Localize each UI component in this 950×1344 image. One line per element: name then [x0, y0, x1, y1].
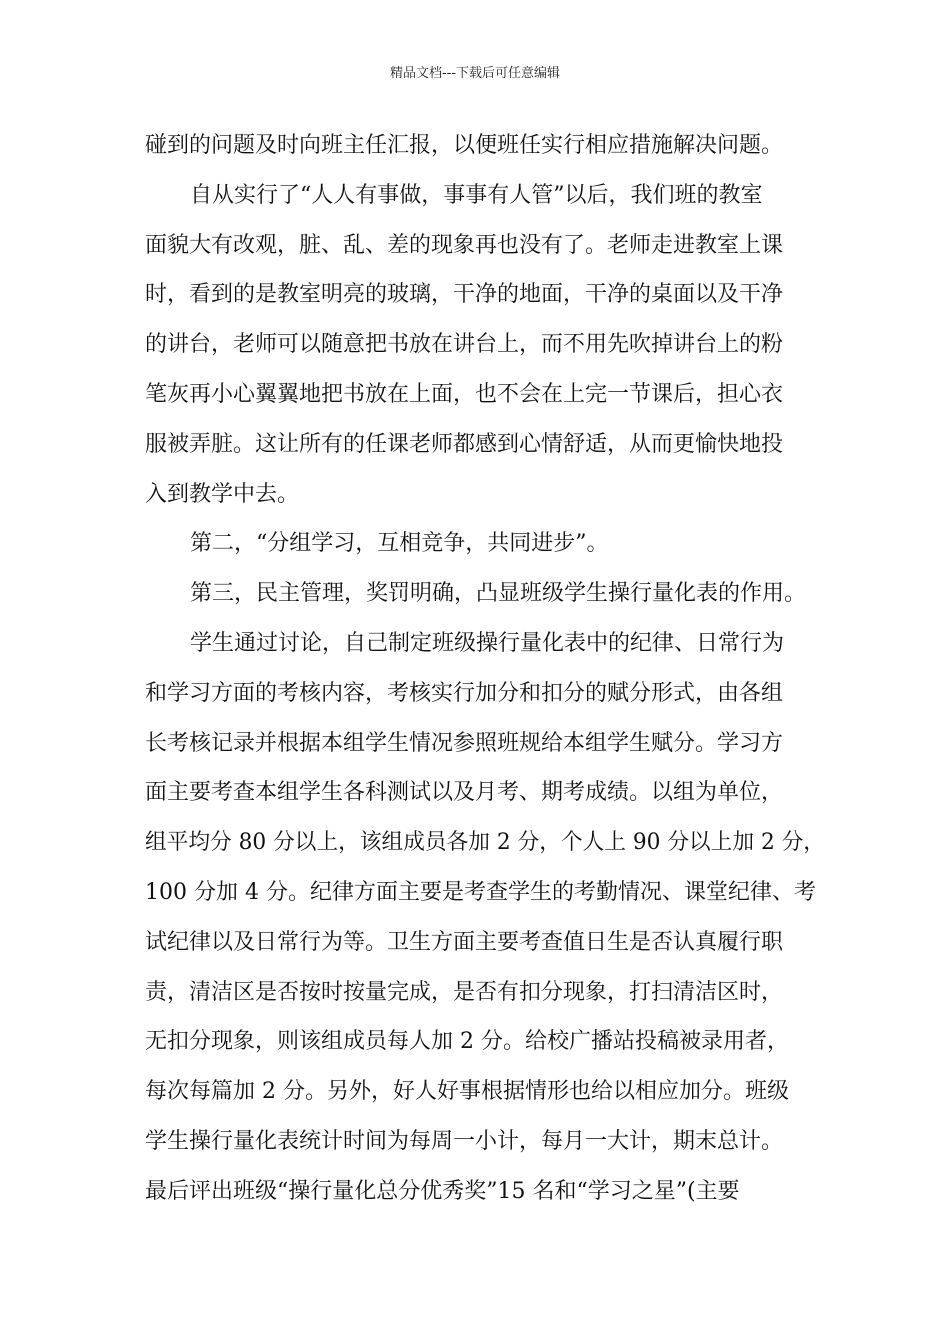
paragraph-first-line: 第二，“分组学习，互相竞争，共同进步”。: [190, 531, 609, 557]
document-body: [145, 128, 825, 1224]
text-line: 和学习方面的考核内容，考核实行加分和扣分的赋分形式，由各组: [145, 680, 784, 706]
text-line: 入到教学中去。: [145, 481, 300, 507]
text-line: 长考核记录并根据本组学生情况参照班规给本组学生赋分。学习方: [145, 730, 784, 756]
paragraph-first-line: 第三，民主管理，奖罚明确，凸显班级学生操行量化表的作用。: [190, 581, 807, 607]
text-line: 学生操行量化表统计时间为每周一小计，每月一大计，期末总计。: [145, 1128, 784, 1154]
text-line: 时，看到的是教室明亮的玻璃，干净的地面，干净的桌面以及干净: [145, 282, 784, 308]
text-line: 的讲台，老师可以随意把书放在讲台上，而不用先吹掉讲台上的粉: [145, 332, 784, 358]
page-header: 精品文档---下载后可任意编辑: [389, 66, 561, 81]
paragraph-first-line: 自从实行了“人人有事做，事事有人管”以后，我们班的教室: [190, 182, 763, 208]
text-line: 面主要考查本组学生各科测试以及月考、期考成绩。以组为单位，: [145, 780, 784, 806]
text-line: 100 分加 4 分。纪律方面主要是考查学生的考勤情况、课堂纪律、考: [145, 879, 816, 905]
text-line: 每次每篇加 2 分。另外，好人好事根据情形也给以相应加分。班级: [145, 1079, 789, 1105]
text-line: 试纪律以及日常行为等。卫生方面主要考查值日生是否认真履行职: [145, 929, 784, 955]
paragraph-first-line: 学生通过讨论，自己制定班级操行量化表中的纪律、日常行为: [190, 630, 785, 656]
text-line: 面貌大有改观，脏、乱、差的现象再也没有了。老师走进教室上课: [145, 232, 784, 258]
text-line: 笔灰再小心翼翼地把书放在上面，也不会在上完一节课后，担心衣: [145, 381, 784, 407]
text-line: 最后评出班级“操行量化总分优秀奖”15 名和“学习之星”(主要: [145, 1178, 740, 1204]
text-line: 责，清洁区是否按时按量完成，是否有扣分现象，打扫清洁区时，: [145, 979, 784, 1005]
text-line: 组平均分 80 分以上，该组成员各加 2 分，个人上 90 分以上加 2 分，: [145, 830, 825, 856]
text-line: 碰到的问题及时向班主任汇报，以便班任实行相应措施解决问题。: [145, 133, 784, 158]
text-line: 无扣分现象，则该组成员每人加 2 分。给校广播站投稿被录用者，: [145, 1029, 789, 1055]
text-line: 服被弄脏。这让所有的任课老师都感到心情舒适，从而更愉快地投: [145, 431, 784, 457]
